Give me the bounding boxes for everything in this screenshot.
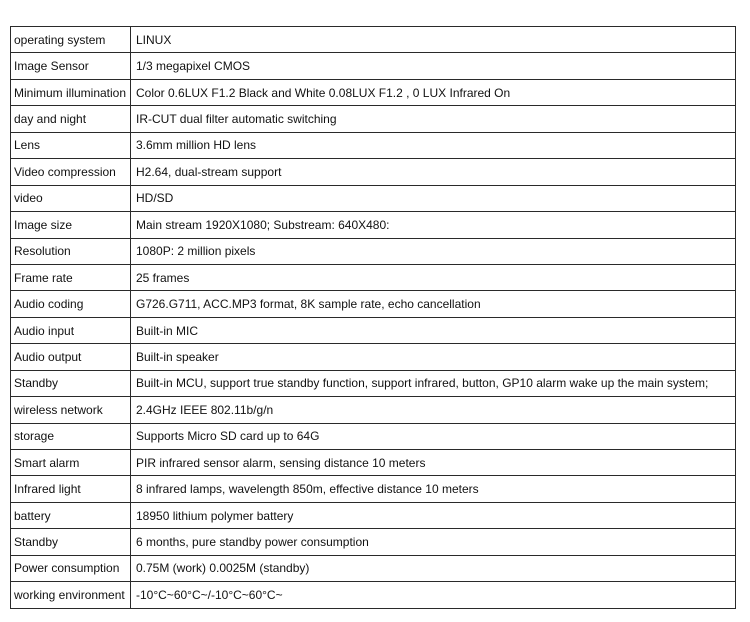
spec-label: working environment bbox=[11, 582, 131, 608]
spec-row bbox=[11, 79, 736, 105]
spec-value: 18950 lithium polymer battery bbox=[131, 502, 736, 528]
spec-label: Infrared light bbox=[11, 476, 131, 502]
spec-row bbox=[11, 185, 736, 211]
spec-value: 8 infrared lamps, wavelength 850m, effective distance 10 meters bbox=[131, 476, 736, 502]
spec-label: Audio output bbox=[11, 344, 131, 370]
spec-value: 2.4GHz IEEE 802.11b/g/n bbox=[131, 397, 736, 423]
spec-label: video bbox=[11, 185, 131, 211]
spec-value: Built-in speaker bbox=[131, 344, 736, 370]
spec-value: H2.64, dual-stream support bbox=[131, 159, 736, 185]
spec-value: 0.75M (work) 0.0025M (standby) bbox=[131, 555, 736, 581]
spec-value: G726.G711, ACC.MP3 format, 8K sample rate, echo cancellation bbox=[131, 291, 736, 317]
spec-row bbox=[11, 344, 736, 370]
spec-value: Main stream 1920X1080; Substream: 640X480: bbox=[131, 212, 736, 238]
spec-row bbox=[11, 370, 736, 396]
spec-label: Image size bbox=[11, 212, 131, 238]
spec-value: Built-in MCU, support true standby function, support infrared, button, GP10 alarm wake up the main system; bbox=[131, 370, 736, 396]
spec-label: storage bbox=[11, 423, 131, 449]
spec-row bbox=[11, 423, 736, 449]
spec-value: IR-CUT dual filter automatic switching bbox=[131, 106, 736, 132]
spec-row bbox=[11, 159, 736, 185]
spec-label: Standby bbox=[11, 529, 131, 555]
spec-label: Resolution bbox=[11, 238, 131, 264]
spec-label: wireless network bbox=[11, 397, 131, 423]
spec-row bbox=[11, 291, 736, 317]
spec-value: HD/SD bbox=[131, 185, 736, 211]
spec-value: Supports Micro SD card up to 64G bbox=[131, 423, 736, 449]
spec-value: Color 0.6LUX F1.2 Black and White 0.08LUX F1.2 , 0 LUX Infrared On bbox=[131, 79, 736, 105]
spec-row bbox=[11, 502, 736, 528]
spec-label: Audio input bbox=[11, 317, 131, 343]
spec-value: Built-in MIC bbox=[131, 317, 736, 343]
spec-label: Lens bbox=[11, 132, 131, 158]
spec-row bbox=[11, 450, 736, 476]
spec-row bbox=[11, 27, 736, 53]
spec-row bbox=[11, 397, 736, 423]
spec-value: 1/3 megapixel CMOS bbox=[131, 53, 736, 79]
spec-value: PIR infrared sensor alarm, sensing distance 10 meters bbox=[131, 450, 736, 476]
spec-label: Image Sensor bbox=[11, 53, 131, 79]
spec-value: -10°C~60°C~/-10°C~60°C~ bbox=[131, 582, 736, 608]
spec-label: Power consumption bbox=[11, 555, 131, 581]
spec-value: 1080P: 2 million pixels bbox=[131, 238, 736, 264]
spec-row bbox=[11, 106, 736, 132]
spec-label: Frame rate bbox=[11, 264, 131, 290]
spec-value: 3.6mm million HD lens bbox=[131, 132, 736, 158]
spec-value: 6 months, pure standby power consumption bbox=[131, 529, 736, 555]
spec-value: LINUX bbox=[131, 27, 736, 53]
spec-row bbox=[11, 529, 736, 555]
spec-row bbox=[11, 555, 736, 581]
spec-label: Smart alarm bbox=[11, 450, 131, 476]
spec-label: Audio coding bbox=[11, 291, 131, 317]
spec-table-body bbox=[11, 27, 736, 609]
spec-label: Video compression bbox=[11, 159, 131, 185]
spec-row bbox=[11, 476, 736, 502]
spec-row bbox=[11, 212, 736, 238]
spec-label: day and night bbox=[11, 106, 131, 132]
spec-row bbox=[11, 317, 736, 343]
spec-label: Minimum illumination bbox=[11, 79, 131, 105]
spec-row bbox=[11, 132, 736, 158]
spec-label: battery bbox=[11, 502, 131, 528]
spec-label: operating system bbox=[11, 27, 131, 53]
spec-label: Standby bbox=[11, 370, 131, 396]
spec-table bbox=[10, 26, 736, 609]
spec-value: 25 frames bbox=[131, 264, 736, 290]
spec-row bbox=[11, 53, 736, 79]
spec-row bbox=[11, 264, 736, 290]
spec-row bbox=[11, 582, 736, 608]
spec-row bbox=[11, 238, 736, 264]
